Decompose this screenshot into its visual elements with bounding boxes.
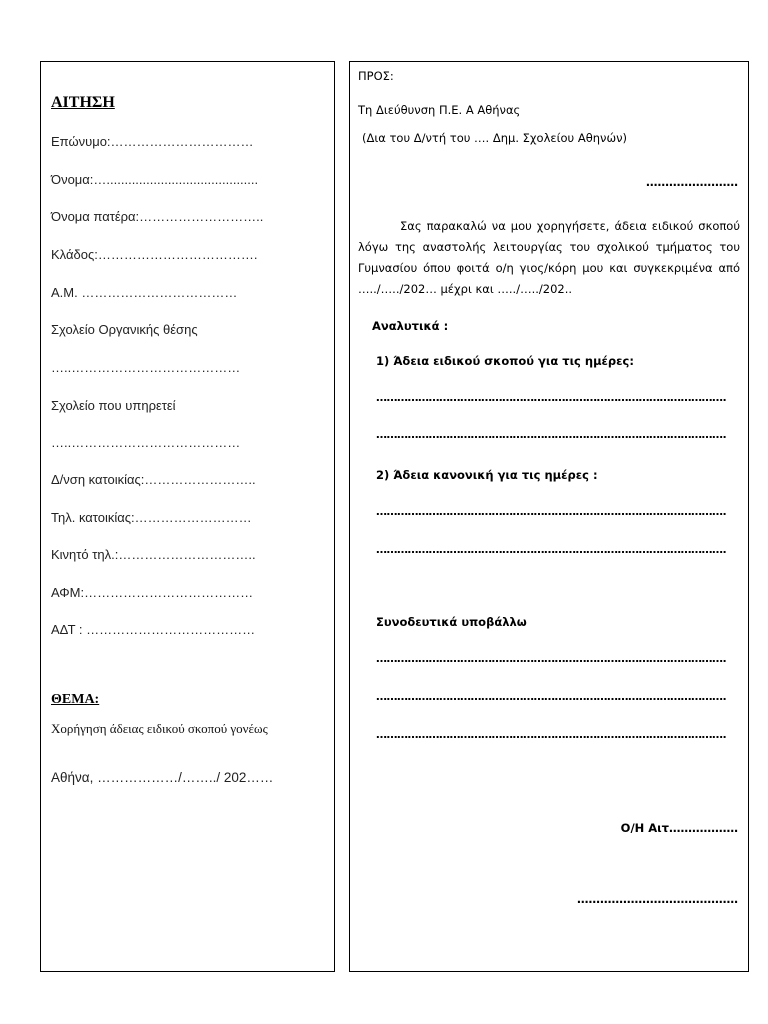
- dotted-line: ……………………………………………………………………………………….: [376, 543, 727, 556]
- field-mobile-phone: Κινητό τηλ.:…………………………..: [51, 547, 256, 562]
- subject-text: Χορήγηση άδειας ειδικού σκοπού γονέως: [51, 721, 268, 736]
- details-label: Αναλυτικά :: [372, 319, 449, 333]
- dotted-line: ……………………………………………………………………………………….: [376, 728, 727, 741]
- recipient: Τη Διεύθυνση Π.Ε. Α Αθήνας: [358, 103, 521, 117]
- regular-leave-heading: 2) Άδεια κανονική για τις ημέρες :: [376, 468, 598, 482]
- dotted-line: ……………………………………………………………………………………….: [376, 505, 727, 518]
- to-label: ΠΡΟΣ:: [358, 69, 394, 83]
- attachments-label: Συνοδευτικά υποβάλλω: [376, 615, 527, 629]
- via-line: (Δια του Δ/ντή του …. Δημ. Σχολείου Αθηνών): [362, 131, 628, 145]
- field-id-card: ΑΔΤ : …………………………………: [51, 622, 256, 637]
- field-tax-id: ΑΦΜ:…………………………………: [51, 585, 254, 600]
- special-leave-heading: 1) Άδεια ειδικού σκοπού για τις ημέρες:: [376, 354, 634, 368]
- field-home-phone: Τηλ. κατοικίας:………………………: [51, 510, 252, 525]
- field-serving-school-label: Σχολείο που υπηρετεί: [51, 398, 176, 413]
- dotted-line: ……………………………………………………………………………………….: [376, 690, 727, 703]
- field-first-name: Όνομα:…..........................................: [51, 172, 259, 187]
- signature-line: ……………………………………: [577, 892, 738, 906]
- request-body: Σας παρακαλώ να μου χορηγήσετε, άδεια ειδικού σκοπού λόγω της αναστολής λειτουργίας του σχολικού τμήματος του Γυμνασίου όπου φοιτά ο/η γιος/κόρη μου και συγκεκριμένα από …../…../202… μέχρι και …../…../202..: [358, 219, 740, 296]
- applicant-panel: [40, 61, 335, 972]
- dotted-line: ……………………………………………………………………………………….: [376, 428, 727, 441]
- field-home-address: Δ/νση κατοικίας:……………………..: [51, 472, 256, 487]
- dotted-line: ……………………………………………………………………………………….: [376, 652, 727, 665]
- applicant-signature-label: Ο/Η Αιτ………………: [620, 821, 738, 835]
- field-organic-school-dots: …..…………………………………: [51, 360, 241, 375]
- field-registry-number: Α.Μ. ………………………………: [51, 285, 238, 300]
- field-branch: Κλάδος:……………………………….: [51, 247, 258, 262]
- field-father-name: Όνομα πατέρα:………………………..: [51, 209, 264, 224]
- dotted-line: ……………………………………………………………………………………….: [376, 391, 727, 404]
- date-line: Αθήνα, ………………/……../ 202……: [51, 770, 274, 785]
- subject-label: ΘΕΜΑ:: [51, 692, 100, 707]
- form-title: ΑΙΤΗΣΗ: [51, 94, 115, 111]
- field-surname: Επώνυμο:……………………………: [51, 134, 254, 149]
- field-organic-school-label: Σχολείο Οργανικής θέσης: [51, 322, 198, 337]
- request-panel: [349, 61, 749, 972]
- reference-dots: ……………………: [646, 175, 738, 189]
- field-serving-school-dots: …..…………………………………: [51, 435, 241, 450]
